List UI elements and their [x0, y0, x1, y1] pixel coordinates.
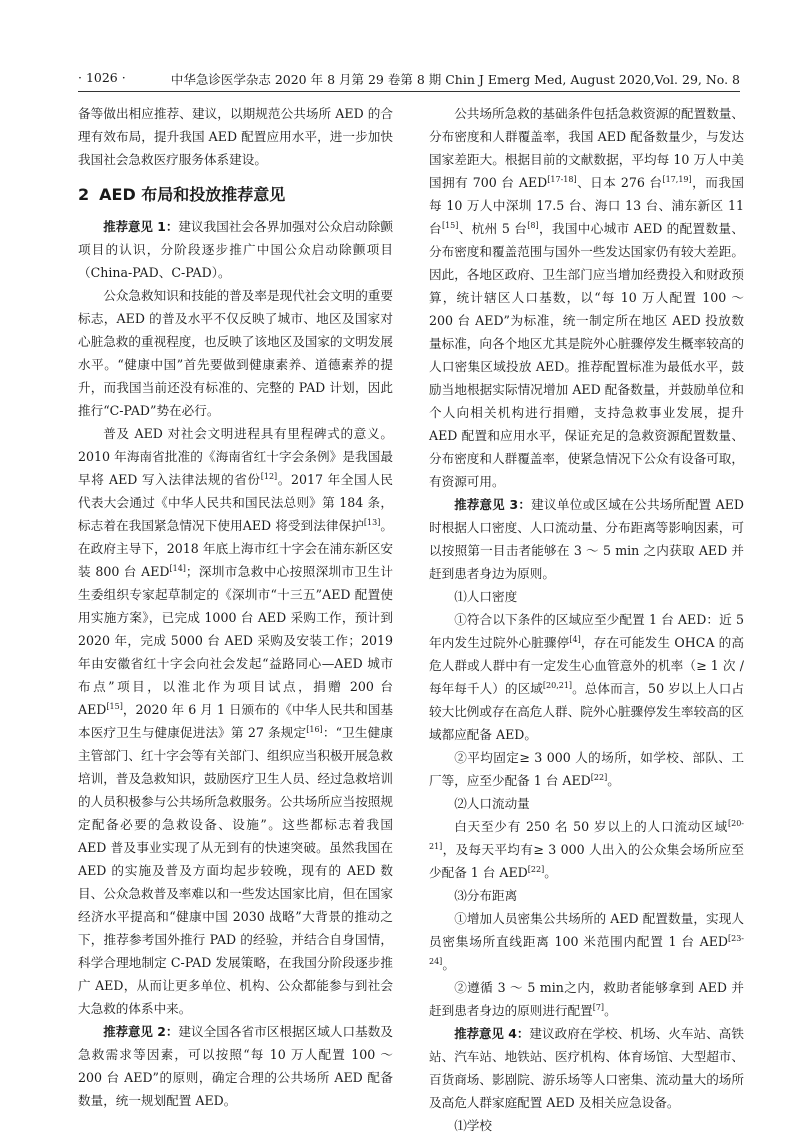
recommendation-4 [429, 1022, 744, 1114]
recommendation-3-label: 推荐意见 3： [454, 497, 532, 512]
paragraph-aed-history [78, 422, 393, 1020]
recommendation-3 [429, 493, 744, 585]
item-distance-2 [429, 976, 744, 1022]
citation: [17,19] [662, 174, 692, 184]
text-run: 。 [442, 957, 455, 972]
recommendation-4-label: 推荐意见 4： [454, 1026, 530, 1041]
text-run: 。总体而言，50 岁以上人口占较大比例或存在高危人群、院外心脏骤停发生率较高的区域都应配备 AED。 [429, 681, 745, 742]
page-number: · 1026 · [78, 70, 126, 85]
right-column [429, 102, 744, 1137]
item-flow [429, 815, 744, 884]
header-rule [78, 91, 740, 92]
text-run: ，2020 年 6 月 1 日颁布的《中华人民共和国基本医疗卫生与健康促进法》第 27 条规定 [78, 702, 393, 740]
citation: [12] [260, 471, 278, 481]
text-run: 。在政府主导下，2018 年底上海市红十字会在浦东新区安装 800 台 AED [78, 518, 393, 579]
text-run: 、杭州 5 台 [458, 221, 528, 236]
citation: [4] [569, 634, 581, 644]
recommendation-4-text: 建议政府在学校、机场、火车站、高铁站、汽车站、地铁站、医疗机构、体育场馆、大型超市、百货商场、影剧院、游乐场等人口密集、流动量大的场所及高危人群家庭配置 AED 及相关应急设备。 [429, 1026, 744, 1110]
recommendation-3-text: 建议单位或区域在公共场所配置 AED 时根据人口密度、人口流动量、分布距离等影响因素，可以按照第一目击者能够在 3 ～ 5 min 之内获取 AED 并赶到患者身边为原则。 [429, 497, 745, 581]
recommendation-1-text: 建议我国社会各界加强对公众启动除颤项目的认识，分阶段逐步推广中国公众启动除颤项目（China-PAD、C-PAD）。 [78, 219, 393, 280]
text-run: 。 [604, 1003, 617, 1018]
citation: [8] [527, 220, 539, 230]
recommendation-1-label: 推荐意见 1： [103, 219, 179, 234]
text-run: 普及 AED 对社会文明进程具有里程碑式的意义。2010 年海南省批准的《海南省红十字会条例》是我国最早将 AED 写入法律法规的省份 [78, 426, 393, 487]
text-run: ①增加人员密集公共场所的 AED 配置数量，实现人员密集场所直线距离 100 米范围内配置 1 台 AED [429, 911, 744, 949]
citation: [22] [590, 772, 608, 782]
text-run: 。 [607, 773, 620, 788]
citation: [20,21] [542, 680, 573, 690]
text-run: ，及每天平均有≥ 3 000 人出入的公众集会场所应至少配备 1 台 AED [429, 842, 744, 880]
subheading-school: ⑴学校 [454, 1118, 492, 1133]
subheading-distance: ⑶分布距离 [454, 888, 518, 903]
paragraph-aed-density [429, 102, 744, 493]
left-column [78, 102, 393, 1112]
text-run: ②平均固定≥ 3 000 人的场所，如学校、部队、工厂等，应至少配备 1 台 AED [429, 750, 744, 788]
citation: [14] [169, 563, 186, 573]
text-run: ，存在可能发生 OHCA 的高危人群或人群中有一定发生心血管意外的机率（≥ 1 次 / 每年每千人）的区域 [429, 635, 745, 696]
section-number: 2 [78, 185, 90, 204]
section-title: AED 布局和投放推荐意见 [99, 185, 286, 204]
recommendation-2-text: 建议全国各省市区根据区域人口基数及急救需求等因素，可以按照“每 10 万人配置 100 ～ 200 台 AED”的原则，确定合理的公共场所 AED 配备数量，统一规划配置 AED。 [78, 1024, 393, 1108]
item-distance-1 [429, 907, 744, 976]
paragraph-public-knowledge: 公众急救知识和技能的普及率是现代社会文明的重要标志，AED 的普及水平不仅反映了城市、地区及国家对心脏急救的重视程度，也反映了该地区及国家的文明发展水平。“健康中国”首先要做到健康素养、道德素养的提升，而我国当前还没有标准的、完整的 PAD 计划，因此推行“C-PAD”势在必行。 [78, 288, 393, 418]
text-run: ：“卫生健康主管部门、红十字会等有关部门、组织应当积极开展急救培训，普及急救知识，鼓励医疗卫生人员、经过急救培训的人员积极参与公共场所急救服务。公共场所应当按照规定配备必要的急救设备、设施”。这些都标志着我国 AED 普及事业实现了从无到有的快速突破。虽然我国在 AED 的实施及普及方面均起步较晚，现有的 AED 数目、公众急救普及率难以和一些发达国家比肩，但在国家经济水平提高和“健康中国 2030 战略”大背景的推动之下，推荐参考国外推行 PAD 的经验，并结合自身国情，科学合理地制定 C-PAD 发展策略，在我国分阶段逐步推广 AED，从而让更多单位、机构、公众都能参与到社会大急救的体系中来。 [78, 725, 393, 1016]
recommendation-2 [78, 1020, 393, 1112]
citation: [17-18] [547, 174, 577, 184]
citation: [15] [441, 220, 459, 230]
text-run: ②遵循 3 ～ 5 min之内，救助者能够拿到 AED 并赶到患者身边的原则进行配置 [429, 980, 744, 1018]
text-run: 公共场所急救的基础条件包括急救资源的配置数量、分布密度和人群覆盖率，我国 AED 配备数量少，与发达国家差距大。根据目前的文献数据，平均每 10 万人中美国拥有 700 台 AED [429, 106, 744, 190]
text-run: 。2017 年全国人民代表大会通过《中华人民共和国民法总则》第 184 条，标志着在我国紧急情况下使用AED 将受到法律保护 [78, 472, 393, 533]
text-run: ，而我国每 10 万人中深圳 17.5 台、海口 13 台、浦东新区 11 台 [429, 175, 744, 236]
text-run: ①符合以下条件的区域应至少配置 1 台 AED：近 5 年内发生过院外心脏骤停 [429, 612, 744, 650]
citation: [16] [306, 724, 323, 734]
citation: [13] [363, 517, 381, 527]
subheading-population-density: ⑴人口密度 [454, 589, 518, 604]
running-header [78, 68, 740, 90]
recommendation-2-label: 推荐意见 2： [103, 1024, 179, 1039]
recommendation-1 [78, 215, 393, 284]
citation: [23-24] [429, 933, 744, 966]
item-density-1 [429, 608, 744, 746]
section-heading [78, 183, 393, 207]
journal-citation: 中华急诊医学杂志 2020 年 8 月第 29 卷第 8 期 Chin J Emerg Med, August 2020,Vol. 29, No. 8 [170, 72, 740, 87]
citation: [20-21] [429, 818, 744, 851]
text-run: ；深圳市急救中心按照深圳市卫生计生委组织专家起草制定的《深圳市“十三五”AED 配置使用实施方案》，已完成 1000 台 AED 采购工作，预计到 2020 年，完成 5000 台 AED 采购及安装工作；2019 年由安徽省红十字会向社会发起“益路同心—AED 城市布点”项目，以淮北作为项目试点，捐赠 200 台 AED [78, 564, 393, 717]
item-density-2 [429, 746, 744, 792]
text-run: 、日本 276 台 [576, 175, 663, 190]
subheading-population-flow: ⑵人口流动量 [454, 796, 530, 811]
citation: [15] [106, 701, 123, 711]
text-run: 。 [544, 865, 557, 880]
intro-paragraph: 备等做出相应推荐、建议，以期规范公共场所 AED 的合理有效布局，提升我国 AED 配置应用水平，进一步加快我国社会急救医疗服务体系建设。 [78, 106, 393, 167]
text-run: 白天至少有 250 名 50 岁以上的人口流动区域 [454, 819, 728, 834]
text-run: ，我国中心城市 AED 的配置数量、分布密度和覆盖范围与国外一些发达国家仍有较大差距。因此，各地区政府、卫生部门应当增加经费投入和财政预算，统计辖区人口基数，以“每 10 万人配置 100 ～ 200 台 AED”为标准，统一制定所在地区 AED 投放数量标准，向各个地区尤其是院外心脏骤停发生概率较高的人口密集区域投放 AED。推荐配置标准为最低水平，鼓励当地根据实际情况增加 AED 配备数量，并鼓励单位和个人向相关机构进行捐赠，支持急救事业发展，提升 AED 配置和应用水平，保证充足的急救资源配置数量、分布密度和人群覆盖率，使紧急情况下公众有设备可取，有资源可用。 [429, 221, 744, 489]
citation: [7] [592, 1002, 605, 1012]
citation: [22] [527, 864, 545, 874]
